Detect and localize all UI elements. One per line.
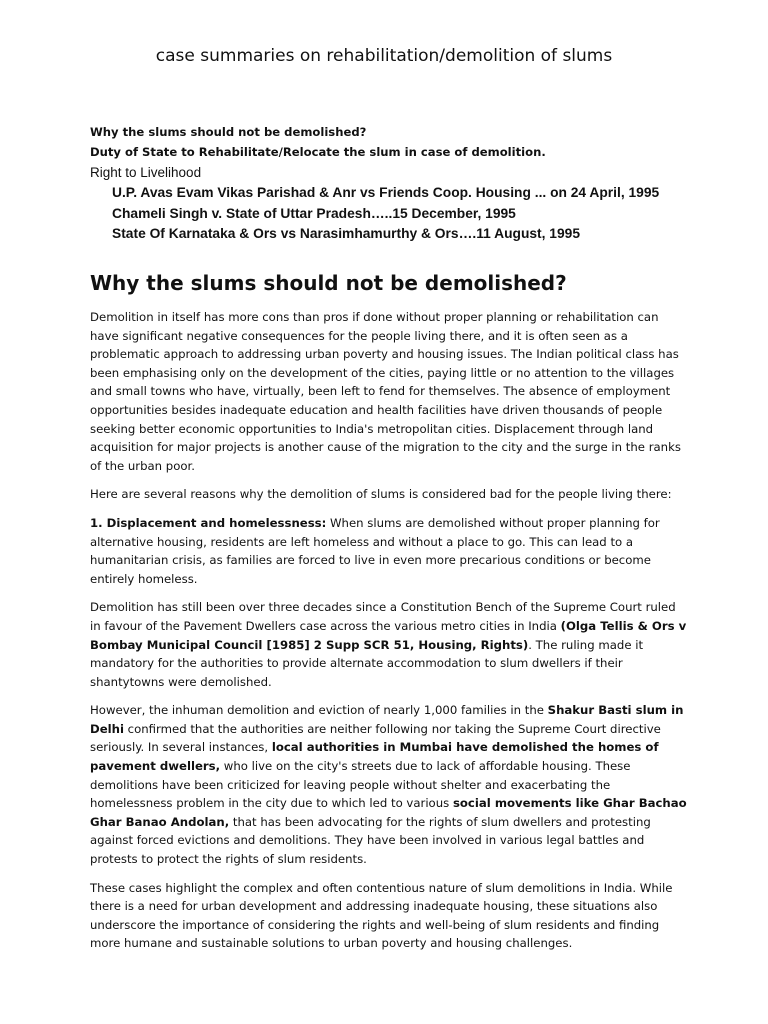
toc-item-why-not-demolished[interactable]: Why the slums should not be demolished? bbox=[90, 125, 367, 139]
toc-case-up-avas[interactable]: U.P. Avas Evam Vikas Parishad & Anr vs Friends Coop. Housing ... on 24 April, 1995 bbox=[112, 185, 660, 200]
table-of-contents bbox=[90, 122, 710, 245]
paragraph-shakur-text3: who live on the city's streets due to lack of affordable housing. These demolitions have been criticized for leaving people without shelter and exacerbating the homelessness problem in the city due to which led to various bbox=[90, 759, 631, 811]
paragraph-displacement-bold: 1. Displacement and homelessness: bbox=[90, 515, 327, 530]
paragraph-shakur-bold1: Shakur Basti slum in Delhi bbox=[90, 703, 684, 736]
paragraph-shakur-bold3: social movements like Ghar Bachao Ghar Banao Andolan, bbox=[90, 796, 687, 829]
toc-case-karnataka[interactable]: State Of Karnataka & Ors vs Narasimhamurthy & Ors….11 August, 1995 bbox=[112, 226, 580, 241]
paragraph-intro: Demolition in itself has more cons than pros if done without proper planning or rehabilitation can have significant negative consequences for the people living there, and it is often seen as a problematic approach to addressing urban poverty and housing issues. The Indian political class has been emphasising only on the development of the cities, paying little or no attention to the villages and small towns who have, virtually, been left to fend for themselves. The absence of employment opportunities besides inadequate education and health facilities have driven thousands of people seeking better economic opportunities to India's metropolitan cities. Displacement through land acquisition for major projects is another cause of the migration to the city and the surge in the ranks of the urban poor. bbox=[90, 310, 681, 473]
document-body bbox=[90, 308, 690, 963]
paragraph-shakur-bold2: local authorities in Mumbai have demolished the homes of pavement dwellers, bbox=[90, 740, 659, 774]
paragraph-shakur-text1: However, the inhuman demolition and eviction of nearly 1,000 families in the bbox=[90, 703, 548, 718]
section-heading: Why the slums should not be demolished? bbox=[90, 271, 567, 295]
paragraph-shakur-text4: that has been advocating for the rights of slum dwellers and protesting against forced evictions and demolitions. They have been involved in various legal battles and protests to protect the rights of slum residents. bbox=[90, 814, 651, 867]
paragraph-shakur-basti bbox=[90, 701, 690, 868]
paragraph-displacement-text: When slums are demolished without proper planning for alternative housing, residents are left homeless and without a place to go. This can lead to a humanitarian crisis, as families are forced to live in even more precarious conditions or become entirely homeless. bbox=[90, 515, 660, 586]
paragraph-shakur-text2: confirmed that the authorities are neither following nor taking the Supreme Court directive seriously. In several instances, bbox=[90, 721, 661, 755]
document-title: case summaries on rehabilitation/demolition of slums bbox=[155, 46, 613, 66]
toc-case-chameli-singh[interactable]: Chameli Singh v. State of Uttar Pradesh…..15 December, 1995 bbox=[112, 205, 516, 221]
paragraph-displacement bbox=[90, 514, 690, 588]
toc-item-right-to-livelihood[interactable]: Right to Livelihood bbox=[90, 165, 202, 180]
paragraph-olga-tellis bbox=[90, 598, 690, 691]
paragraph-olga-text1: Demolition has still been over three decades since a Constitution Bench of the Supreme Court ruled in favour of the Pavement Dwellers case across the various metro cities in India bbox=[90, 600, 676, 633]
paragraph-olga-text2: . The ruling made it mandatory for the authorities to provide alternate accommodation to slum dwellers if their shantytowns were demolished. bbox=[90, 637, 644, 689]
toc-item-duty-of-state[interactable]: Duty of State to Rehabilitate/Relocate the slum in case of demolition. bbox=[90, 145, 546, 159]
paragraph-conclusion: These cases highlight the complex and often contentious nature of slum demolitions in India. While there is a need for urban development and addressing inadequate housing, these situations also underscore the importance of considering the rights and well-being of slum residents and finding more humane and sustainable solutions to urban poverty and housing challenges. bbox=[90, 880, 673, 951]
paragraph-reasons-intro: Here are several reasons why the demolition of slums is considered bad for the people living there: bbox=[90, 487, 672, 502]
paragraph-olga-bold: (Olga Tellis & Ors v Bombay Municipal Council [1985] 2 Supp SCR 51, Housing, Rights) bbox=[90, 618, 687, 652]
